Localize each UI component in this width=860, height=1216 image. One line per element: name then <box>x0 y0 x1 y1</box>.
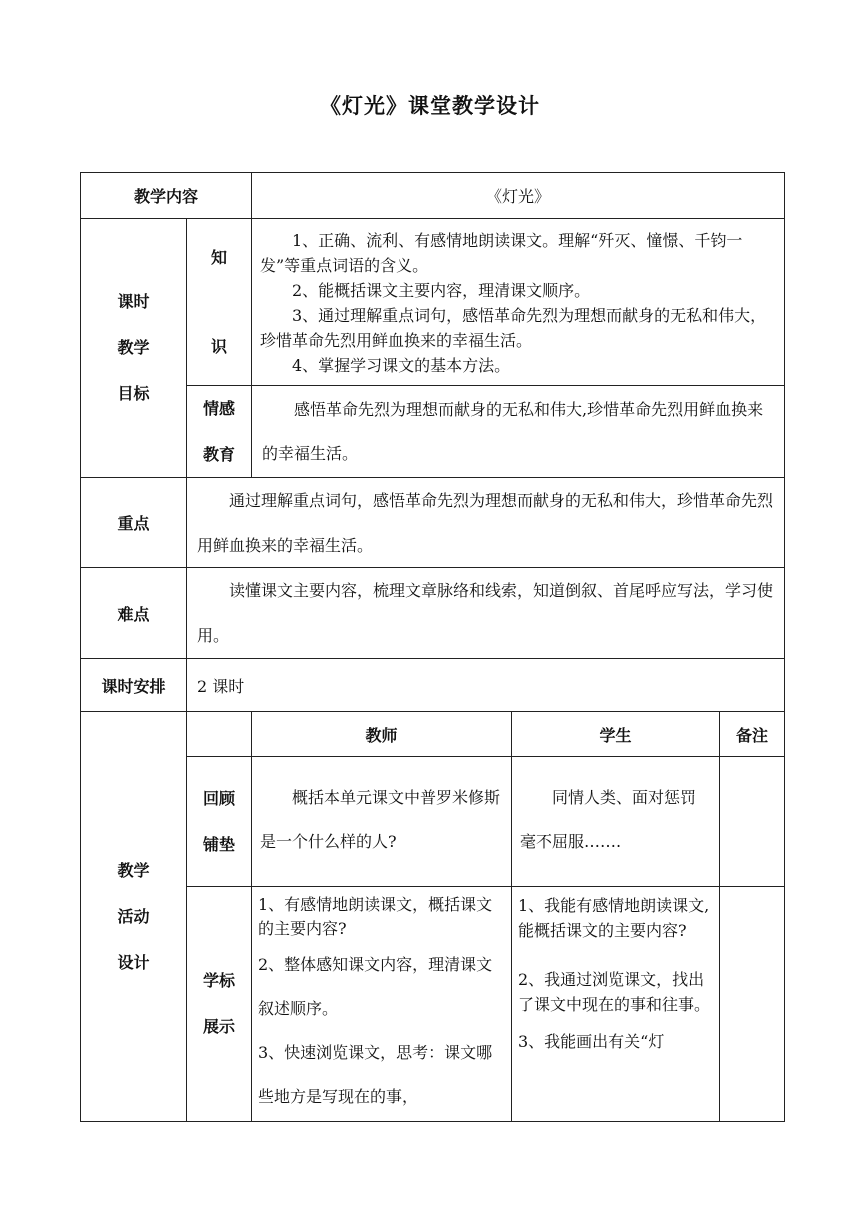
knowledge-label-line: 知 <box>210 248 227 267</box>
schedule-label-cell <box>80 658 187 712</box>
difficulty-label: 难点 <box>117 604 150 624</box>
knowledge-item: 3、通过理解重点词句，感悟革命先烈为理想而献身的无私和伟大，珍惜革命先烈用鲜血换来的幸福生活。 <box>260 306 767 350</box>
knowledge-item: 2、能概括课文主要内容，理清课文顺序。 <box>292 281 591 300</box>
student-header: 学生 <box>599 725 632 745</box>
knowledge-item: 1、正确、流利、有感情地朗读课文。理解“歼灭、憧憬、千钧一发”等重点词语的含义。 <box>260 231 743 275</box>
review-label-line: 回顾 <box>202 788 235 808</box>
knowledge-text-cell <box>251 218 785 386</box>
goals-label-line: 目标 <box>117 384 150 403</box>
schedule-label: 课时安排 <box>101 676 166 696</box>
goals-show-label-line: 展示 <box>202 1017 235 1036</box>
goals-show-label-line: 学标 <box>202 971 235 990</box>
activities-label-line: 教学 <box>117 860 150 880</box>
teacher-header-cell <box>251 711 512 757</box>
goals-show-teacher-item: 1、有感情地朗读课文，概括课文的主要内容? <box>258 895 493 938</box>
goals-show-teacher-item: 2、整体感知课文内容，理清课文叙述顺序。 <box>258 955 493 1018</box>
key-point-text-cell <box>186 477 785 568</box>
content-value: 《灯光》 <box>485 187 550 206</box>
content-label-cell <box>80 172 252 219</box>
difficulty-text: 读懂课文主要内容，梳理文章脉络和线索，知道倒叙、首尾呼应写法，学习使用。 <box>197 581 774 645</box>
goals-label-line: 教学 <box>117 338 150 357</box>
knowledge-label-line: 识 <box>210 337 227 356</box>
review-label-cell <box>186 756 252 887</box>
goals-label-cell <box>80 218 187 478</box>
emotion-label-line: 情感 <box>202 398 235 418</box>
goals-show-student-item: 3、我能画出有关“灯 <box>518 1032 665 1051</box>
emotion-text-cell <box>251 385 785 478</box>
key-point-text: 通过理解重点词句，感悟革命先烈为理想而献身的无私和伟大，珍惜革命先烈用鲜血换来的幸福生活。 <box>197 491 774 555</box>
teacher-header: 教师 <box>365 725 398 745</box>
schedule-value-cell <box>186 658 785 712</box>
goals-show-teacher-cell <box>251 886 512 1122</box>
student-header-cell <box>511 711 720 757</box>
review-label-line: 铺垫 <box>202 834 235 854</box>
difficulty-text-cell <box>186 567 785 659</box>
emotion-text: 感悟革命先烈为理想而献身的无私和伟大,珍惜革命先烈用鲜血换来的幸福生活。 <box>262 400 764 463</box>
content-value-cell <box>251 172 785 219</box>
key-point-label: 重点 <box>117 514 150 533</box>
page-title: 《灯光》课堂教学设计 <box>320 94 540 118</box>
goals-show-student-item: 2、我通过浏览课文，找出了课文中现在的事和往事。 <box>518 970 711 1014</box>
review-teacher-cell <box>251 756 512 887</box>
review-notes-cell <box>719 756 785 887</box>
activities-label-cell <box>80 711 187 1122</box>
key-point-label-cell <box>80 477 187 568</box>
notes-header: 备注 <box>735 725 768 745</box>
emotion-label-line: 教育 <box>202 444 235 464</box>
difficulty-label-cell <box>80 567 187 659</box>
review-teacher-text: 概括本单元课文中普罗米修斯是一个什么样的人? <box>260 788 501 851</box>
knowledge-item: 4、掌握学习课文的基本方法。 <box>292 356 511 375</box>
content-label: 教学内容 <box>133 187 198 206</box>
goals-show-student-cell <box>511 886 720 1122</box>
review-student-cell <box>511 756 720 887</box>
goals-show-student-item: 1、我能有感情地朗读课文,能概括课文的主要内容? <box>518 896 710 940</box>
goals-show-teacher-item: 3、快速浏览课文，思考：课文哪些地方是写现在的事， <box>258 1043 493 1106</box>
goals-show-notes-cell <box>719 886 785 1122</box>
emotion-label-cell <box>186 385 252 478</box>
activities-label-line: 设计 <box>117 952 150 972</box>
goals-label-line: 课时 <box>117 292 150 311</box>
activities-label-line: 活动 <box>117 906 150 926</box>
review-student-text: 同情人类、面对惩罚毫不屈服……. <box>520 788 697 851</box>
activities-header-blank-cell <box>186 711 252 757</box>
schedule-value: 2 课时 <box>197 676 245 696</box>
notes-header-cell <box>719 711 785 757</box>
goals-show-label-cell <box>186 886 252 1122</box>
knowledge-label-cell <box>186 218 252 386</box>
